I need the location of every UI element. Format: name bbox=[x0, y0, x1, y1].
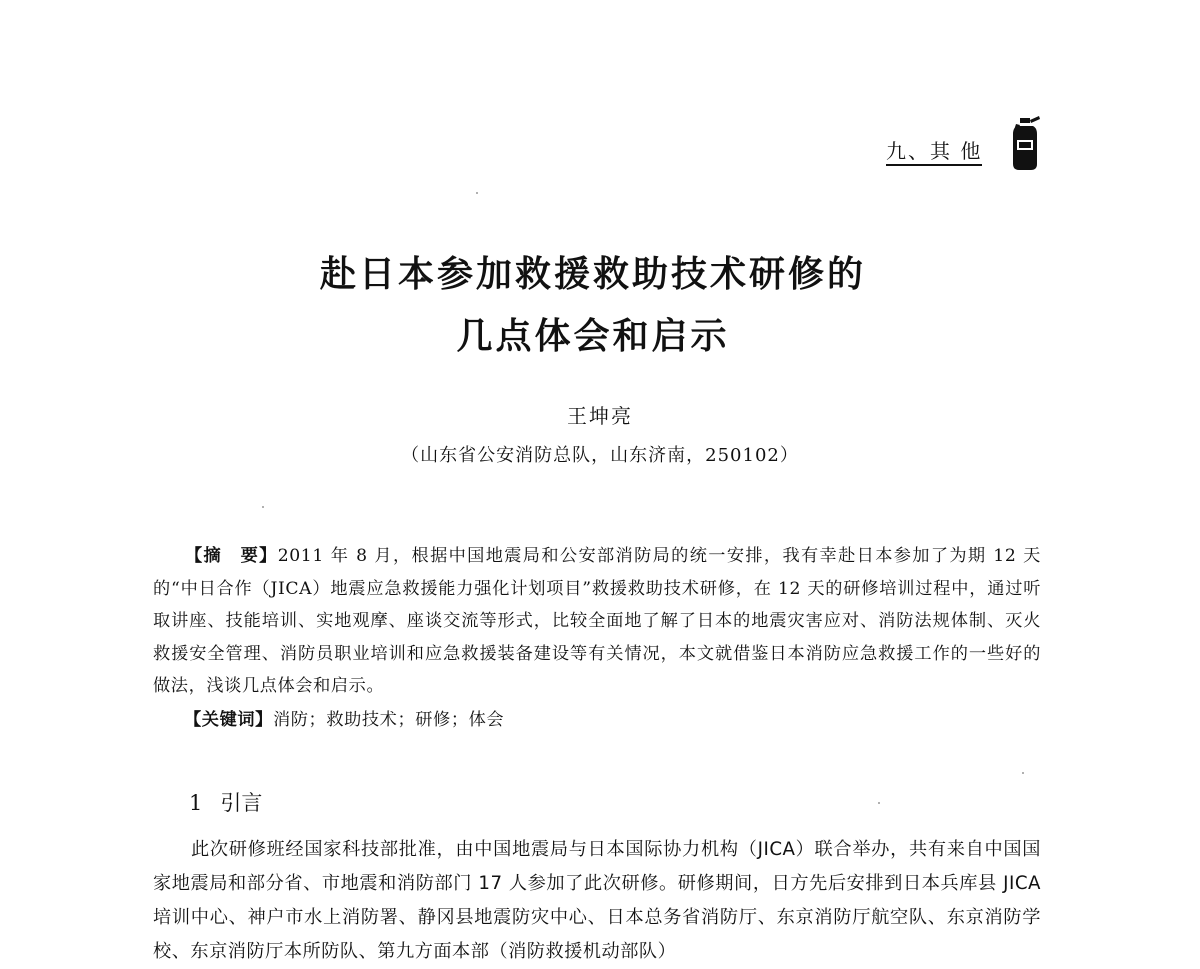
title-line-2: 几点体会和启示 bbox=[456, 316, 730, 357]
fire-extinguisher-icon bbox=[1008, 114, 1042, 172]
abstract-text: 2011 年 8 月，根据中国地震局和公安部消防局的统一安排，我有幸赴日本参加了为期 12 天的“中日合作（JICA）地震应急救援能力强化计划项目”救援救助技术研修，在 12 天的研修培训过程中，通过听取讲座、技能培训、实地观摩、座谈交流等形式，比较全面地了解了日本的地震灾害应对、消防法规体制、灭火救援安全管理、消防员职业培训和应急救援装备建设等有关情况，本文就借鉴日本消防应急救援工作的一些好的做法，浅谈几点体会和启示。 bbox=[153, 546, 1041, 697]
abstract bbox=[153, 540, 1041, 703]
scan-speck bbox=[262, 506, 264, 508]
title-line-1: 赴日本参加救援救助技术研修的 bbox=[319, 254, 866, 295]
keywords-text: 消防；救助技术；研修；体会 bbox=[272, 710, 505, 730]
scan-speck bbox=[878, 802, 880, 804]
author-name: 王坤亮 bbox=[567, 404, 633, 428]
abstract-label: 【摘 要】 bbox=[185, 546, 278, 566]
section-title: 引言 bbox=[220, 791, 263, 815]
author-affiliation: （山东省公安消防总队，山东济南，250102） bbox=[401, 445, 799, 466]
scan-speck bbox=[476, 192, 478, 194]
section-body-paragraph: 此次研修班经国家科技部批准，由中国地震局与日本国际协力机构（JICA）联合举办，共有来自中国国家地震局和部分省、市地震和消防部门 17 人参加了此次研修。研修期间，日方先后安排到日本兵库县 JICA 培训中心、神户市水上消防署、静冈县地震防灾中心、日本总务省消防厅、东京消防厅航空队、东京消防学校、东京消防厅本所防队、第九方面本部（消防救援机动部队） bbox=[153, 839, 1041, 962]
keywords bbox=[184, 705, 504, 730]
section-heading bbox=[189, 787, 262, 817]
section-number: 1 bbox=[189, 791, 203, 815]
scan-speck bbox=[1022, 772, 1024, 774]
section-tag: 九、其 他 bbox=[886, 138, 982, 166]
keywords-label: 【关键词】 bbox=[184, 710, 273, 730]
